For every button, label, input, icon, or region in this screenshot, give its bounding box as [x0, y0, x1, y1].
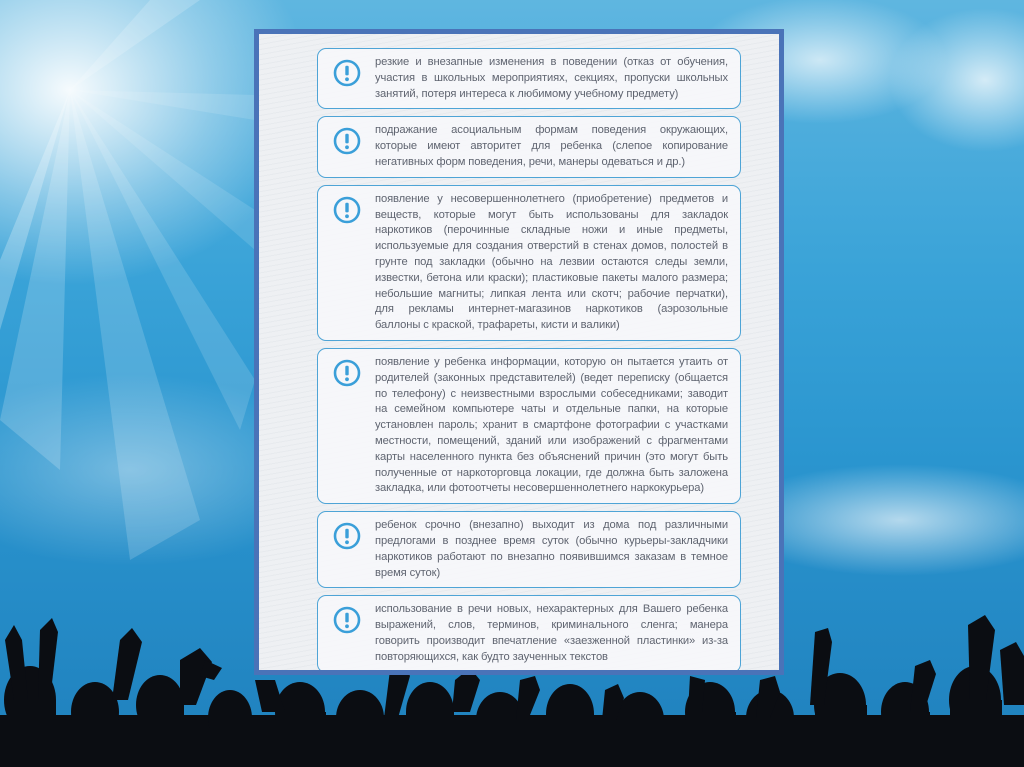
exclamation-circle-icon — [333, 59, 361, 87]
document-page — [254, 29, 784, 675]
exclamation-circle-icon — [333, 359, 361, 387]
exclamation-circle-icon — [333, 127, 361, 155]
warning-card-text: появление у ребенка информации, которую он пытается утаить от родителей (законных представителей) (ведет переписку (общается по телефону) с неизвестными взрослыми собеседниками; заводит на семейном компьютере чаты и отдельные папки, на которые установлен пароль; хранит в смартфоне фотографии с участками местности, помещений, зданий или изображений с фрагментами карты населенного пункта без объяснений причин (это могут быть полученные от наркоторговца локации, где должна быть заложена закладка, или фотоотчеты несовершеннолетнего наркокурьера) — [375, 355, 728, 495]
warning-card-text: ребенок срочно (внезапно) выходит из дома под различными предлогами в позднее время суток (обычно курьеры-закладчики наркотиков работают по внезапно появившимся заказам в темное время суток) — [375, 519, 728, 579]
warning-card — [317, 595, 741, 672]
exclamation-circle-icon — [333, 522, 361, 550]
exclamation-circle-icon — [333, 196, 361, 224]
warning-card-text: появление у несовершеннолетнего (приобретение) предметов и веществ, которые могут быть использованы для закладок наркотиков (перочинные складные ножи и иные предметы, используемые для создания отверстий в стенах домов, полостей в грунте под закладки (обычно на лезвии остаются следы земли, известки, бетона или краски); пластиковые пакеты малого размера; небольшие магниты; липкая лента или скотч; рабочие перчатки), для рекламы интернет-магазинов наркотиков (аэрозольные баллоны с краской, трафареты, кисти и валики) — [375, 192, 728, 332]
warning-card — [317, 185, 741, 341]
warning-card-text: подражание асоциальным формам поведения окружающих, которые имеют авторитет для ребенка (слепое копирование негативных форм поведения, речи, манеры одеваться и др.) — [375, 124, 728, 168]
warning-card — [317, 511, 741, 588]
exclamation-circle-icon — [333, 606, 361, 634]
warning-card-text: использование в речи новых, нехарактерных для Вашего ребенка выражений, слов, терминов, криминального сленга; манера говорить производит впечатление «заезженной пластинки» из-за повторяющихся, как будто заученных текстов — [375, 603, 728, 663]
warning-card — [317, 348, 741, 504]
warning-card-text: резкие и внезапные изменения в поведении (отказ от обучения, участия в школьных мероприятиях, секциях, пропуски школьных занятий, потеря интереса к любимому учебному предмету) — [375, 56, 728, 100]
warning-card — [317, 48, 741, 109]
warning-card — [317, 116, 741, 177]
